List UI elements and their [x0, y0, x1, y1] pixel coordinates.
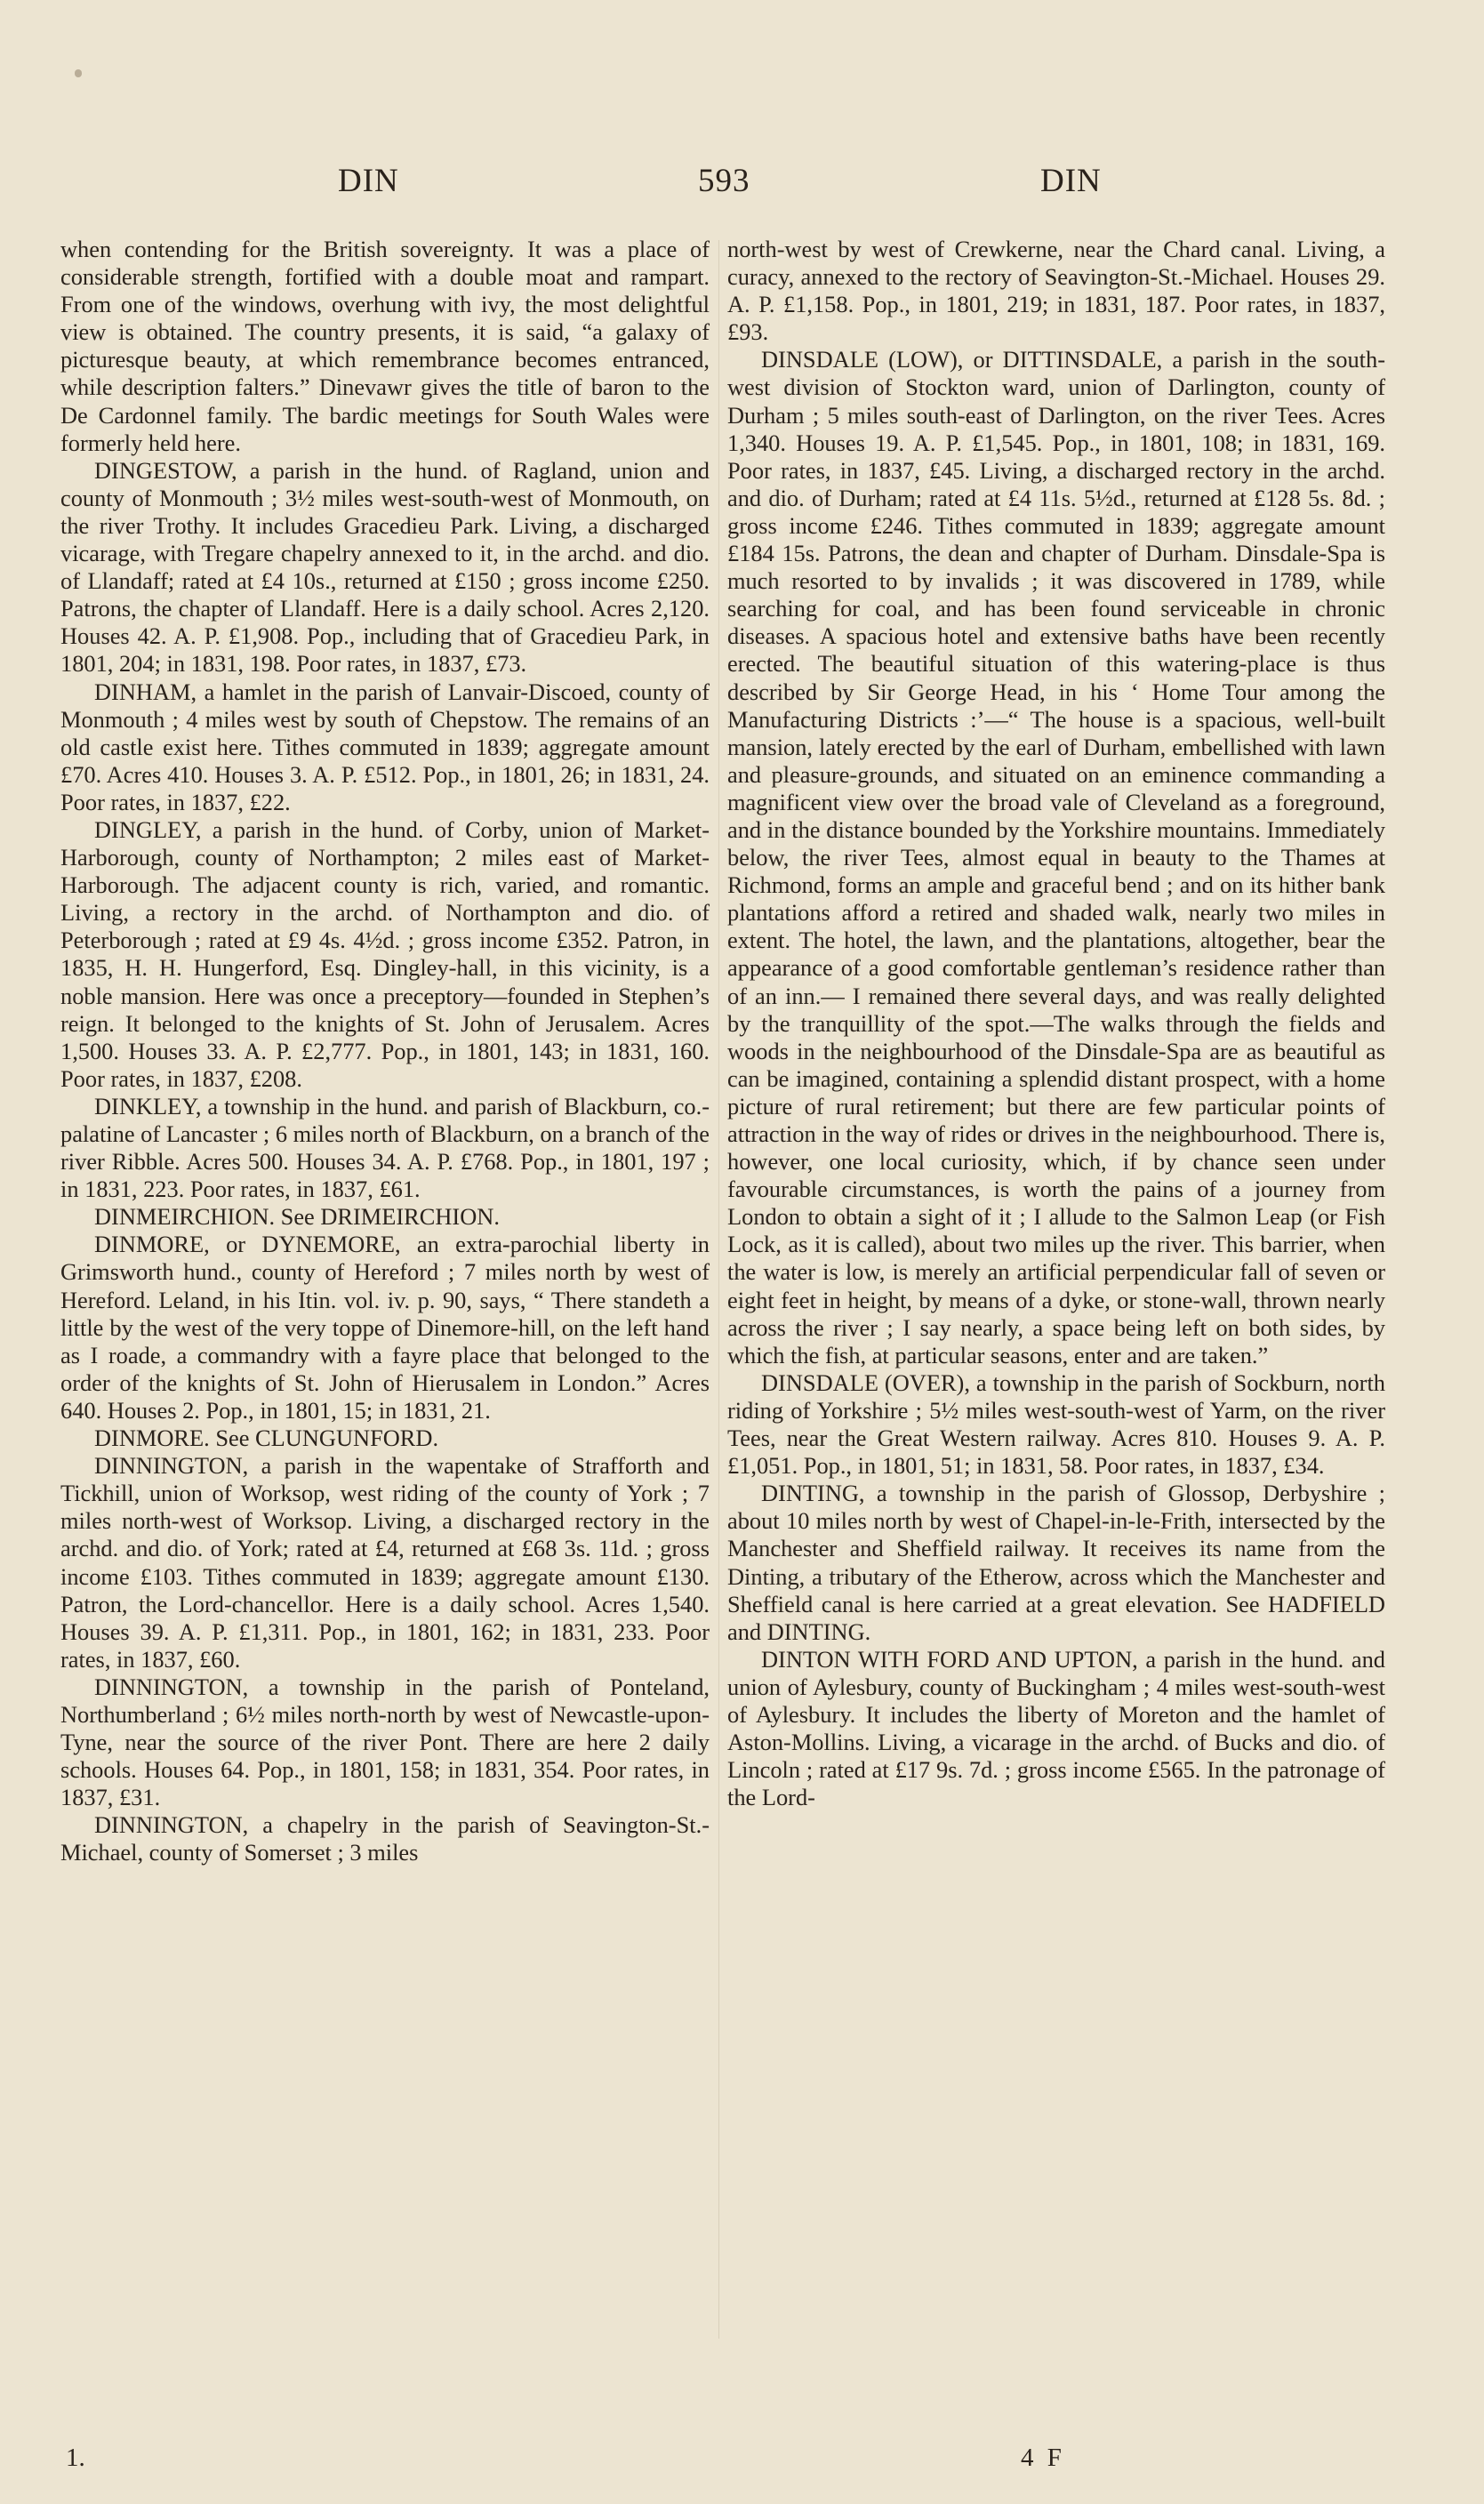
left-column: [60, 236, 710, 1867]
entry-dinkley: DINKLEY, a township in the hund. and parish of Blackburn, co.-palatine of Lancaster ; 6 miles north of Blackburn, on a branch of the river Ribble. Acres 500. Houses 34. A. P. £768. Pop., in 1801, 197 ; in 1831, 223. Poor rates, in 1837, £61.: [60, 1092, 710, 1203]
entry-continuation: when contending for the British sovereignty. It was a place of considerable strength, fortified with a double moat and rampart. From one of the windows, overhung with ivy, the most delightful view is obtained. The country presents, it is said, “a galaxy of picturesque beauty, at which remembrance becomes entranced, while description falters.” Dinevawr gives the title of baron to the De Cardonnel family. The bardic meetings for South Wales were formerly held here.: [60, 236, 710, 456]
page-number: 593: [698, 163, 750, 199]
entry-dinnington-york: DINNINGTON, a parish in the wapentake of Strafforth and Tickhill, union of Worksop, west riding of the county of York ; 7 miles north-west of Worksop. Living, a discharged rectory in the archd. and dio. of York; rated at £4, returned at £68 3s. 11d. ; gross income £103. Tithes commuted in 1839; aggregate amount £130. Patron, the Lord-chancellor. Here is a daily school. Acres 1,540. Houses 39. A. P. £1,311. Pop., in 1801, 162; in 1831, 233. Poor rates, in 1837, £60.: [60, 1452, 710, 1673]
entry-dinham: DINHAM, a hamlet in the parish of Lanvair-Discoed, county of Monmouth ; 4 miles west by south of Chepstow. The remains of an old castle exist here. Tithes commuted in 1839; aggregate amount £70. Acres 410. Houses 3. A. P. £512. Pop., in 1801, 26; in 1831, 24. Poor rates, in 1837, £22.: [60, 678, 710, 815]
entry-dinnington-northumberland: DINNINGTON, a township in the parish of Ponteland, Northumberland ; 6½ miles north-north by west of Newcastle-upon-Tyne, near the source of the river Pont. There are here 2 daily schools. Houses 64. Pop., in 1801, 158; in 1831, 354. Poor rates, in 1837, £31.: [60, 1673, 710, 1811]
entry-dingley: DINGLEY, a parish in the hund. of Corby, union of Market-Harborough, county of Northampton; 2 miles east of Market-Harborough. The adjacent county is rich, varied, and romantic. Living, a rectory in the archd. of Northampton and dio. of Peterborough ; rated at £9 4s. 4½d. ; gross income £352. Patron, in 1835, H. H. Hungerford, Esq. Dingley-hall, in this vicinity, is a noble mansion. Here was once a preceptory—founded in Stephen’s reign. It belonged to the knights of St. John of Jerusalem. Acres 1,500. Houses 33. A. P. £2,777. Pop., in 1801, 143; in 1831, 160. Poor rates, in 1837, £208.: [60, 815, 710, 1092]
entry-dinting: DINTING, a township in the parish of Glossop, Derbyshire ; about 10 miles north by west of Chapel-in-le-Frith, intersected by the Manchester and Sheffield railway. It receives its name from the Dinting, a tributary of the Etherow, across which the Manchester and Sheffield canal is here carried at a great elevation. See HADFIELD and DINTING.: [727, 1480, 1385, 1645]
running-header: [0, 162, 1484, 215]
header-right: DIN: [1040, 163, 1102, 199]
entry-dinsdale-low: DINSDALE (LOW), or DITTINSDALE, a parish in the south-west division of Stockton ward, union of Darlington, county of Durham ; 5 miles south-east of Darlington, on the river Tees. Acres 1,340. Houses 19. A. P. £1,545. Pop., in 1801, 108; in 1831, 169. Poor rates, in 1837, £45. Living, a discharged rectory in the archd. and dio. of Durham; rated at £4 11s. 5½d., returned at £128 5s. 8d. ; gross income £246. Tithes commuted in 1839; aggregate amount £184 15s. Patrons, the dean and chapter of Durham. Dinsdale-Spa is much resorted to by invalids ; it was discovered in 1789, while searching for coal, and has been found serviceable in chronic diseases. A spacious hotel and extensive baths have been recently erected. The beautiful situation of this watering-place is thus described by Sir George Head, in his ‘ Home Tour among the Manufacturing Districts :’—“ The house is a spacious, well-built mansion, lately erected by the earl of Durham, embellished with lawn and pleasure-grounds, and situated on an eminence commanding a magnificent view over the broad vale of Cleveland as a foreground, and in the distance bounded by the Yorkshire mountains. Immediately below, the river Tees, almost equal in beauty to the Thames at Richmond, forms an ample and graceful bend ; and on its hither bank plantations afford a retired and shaded walk, nearly two miles in extent. The hotel, the lawn, and the plantations, altogether, bear the appearance of a good comfortable gentleman’s residence rather than of an inn.— I remained there several days, and was really delighted by the tranquillity of the spot.—The walks through the fields and woods in the neighbourhood of the Dinsdale-Spa are as beautiful as can be imagined, containing a splendid distant prospect, with a home picture of rural retirement; but there are few particular points of attraction in the way of rides or drives in the neighbourhood. There is, however, one local curiosity, which, if by chance seen under favourable circumstances, is worth the pains of a journey from London to obtain a sight of it ; I allude to the Salmon Leap (or Fish Lock, as it is called), about two miles up the river. This barrier, when the water is low, is merely an artificial perpendicular fall of seven or eight feet in height, by means of a dyke, or stone-wall, thrown nearly across the river ; I say nearly, a space being left on both sides, by which the fish, at particular seasons, enter and are taken.”: [727, 346, 1385, 1368]
entry-dinnington-somerset: DINNINGTON, a chapelry in the parish of Seavington-St.-Michael, county of Somerset ; 3 miles: [60, 1811, 710, 1866]
entry-dinmeirchion: DINMEIRCHION. See DRIMEIRCHION.: [94, 1203, 500, 1231]
entry-dinmore-see: DINMORE. See CLUNGUNFORD.: [94, 1425, 439, 1452]
entry-dingestow: DINGESTOW, a parish in the hund. of Ragland, union and county of Monmouth ; 3½ miles west-south-west of Monmouth, on the river Trothy. It includes Gracedieu Park. Living, a discharged vicarage, with Tregare chapelry annexed to it, in the archd. and dio. of Llandaff; rated at £4 10s., returned at £150 ; gross income £250. Patrons, the chapter of Llandaff. Here is a daily school. Acres 2,120. Houses 42. A. P. £1,908. Pop., including that of Gracedieu Park, in 1801, 204; in 1831, 198. Poor rates, in 1837, £73.: [60, 456, 710, 678]
entry-dinmore: DINMORE, or DYNEMORE, an extra-parochial liberty in Grimsworth hund., county of Hereford ; 7 miles north by west of Hereford. Leland, in his Itin. vol. iv. p. 90, says, “ There standeth a little by the west of the very toppe of Dinemore-hill, on the left hand as I roade, a commandry with a fayre place that belonged to the order of the knights of St. John of Hierusalem in London.” Acres 640. Houses 2. Pop., in 1801, 15; in 1831, 21.: [60, 1231, 710, 1424]
header-left: DIN: [338, 163, 399, 199]
entry-continuation-right: north-west by west of Crewkerne, near the Chard canal. Living, a curacy, annexed to the rectory of Seavington-St.-Michael. Houses 29. A. P. £1,158. Pop., in 1801, 219; in 1831, 187. Poor rates, in 1837, £93.: [727, 236, 1385, 346]
entry-dinsdale-over: DINSDALE (OVER), a township in the parish of Sockburn, north riding of Yorkshire ; 5½ miles west-south-west of Yarm, on the river Tees, near the Great Western railway. Acres 810. Houses 9. A. P. £1,051. Pop., in 1801, 51; in 1831, 58. Poor rates, in 1837, £34.: [727, 1368, 1385, 1480]
signature-left: 1.: [66, 2444, 85, 2472]
entry-dinton: DINTON WITH FORD AND UPTON, a parish in the hund. and union of Aylesbury, county of Buckingham ; 4 miles west-south-west of Aylesbury. It includes the liberty of Moreton and the hamlet of Aston-Mollins. Living, a vicarage in the archd. of Bucks and dio. of Lincoln ; rated at £17 9s. 7d. ; gross income £565. In the patronage of the Lord-: [727, 1645, 1385, 1811]
column-divider: [718, 240, 719, 2339]
signature-right: 4 F: [1021, 2444, 1065, 2472]
right-column: [727, 236, 1385, 1811]
ink-spot: [75, 69, 82, 77]
